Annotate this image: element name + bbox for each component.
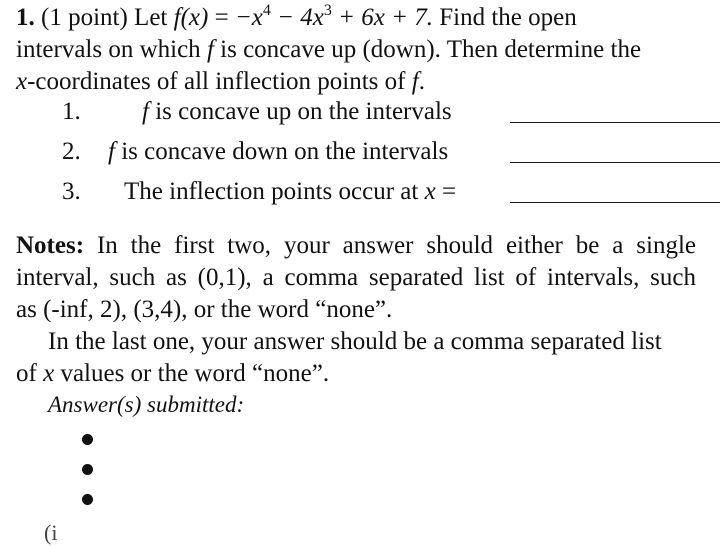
exponent-3: 3 xyxy=(323,2,332,19)
notes-text: values or the word “none”. xyxy=(60,360,330,387)
problem-line-1 xyxy=(16,2,696,34)
part-label xyxy=(142,98,452,126)
submitted-answer-bullet xyxy=(82,464,93,475)
problem-line-2-text-b: is concave up (down). Then determine the xyxy=(220,36,642,63)
notes-text: In the first two, your answer should either be a single xyxy=(96,232,696,259)
truncated-text: (i xyxy=(44,520,58,545)
part-number: 3. xyxy=(62,178,81,205)
function-lhs: f(x) xyxy=(173,4,209,31)
inflection-points-answer-blank[interactable] xyxy=(510,202,720,203)
part-row-2 xyxy=(0,138,720,172)
problem-line-2 xyxy=(16,34,696,66)
equals-sign: = xyxy=(441,178,457,205)
notes-line-3: as (-inf, 2), (3,4), or the word “none”. xyxy=(16,296,393,323)
period: . xyxy=(418,68,425,95)
answers-submitted-label: Answer(s) submitted: xyxy=(48,392,245,417)
notes-line-2: interval, such as (0,1), a comma separated list of intervals, such xyxy=(16,264,696,291)
notes-line-1 xyxy=(16,230,696,262)
function-term-2: − 4x xyxy=(277,4,324,31)
concave-up-answer-blank[interactable] xyxy=(510,122,720,123)
concave-down-answer-blank[interactable] xyxy=(510,162,720,163)
function-term-3: + 6x + 7. xyxy=(338,4,433,31)
function-term-1: −x xyxy=(234,4,263,31)
problem-points: (1 point) xyxy=(41,4,128,31)
notes-line-4: In the last one, your answer should be a comma separated list xyxy=(48,328,662,355)
problem-number: 1. xyxy=(16,4,35,31)
equals-sign: = xyxy=(214,4,229,31)
notes-text: of xyxy=(16,360,37,387)
part-text: is concave down on the intervals xyxy=(121,138,449,165)
problem-line-3 xyxy=(16,66,696,98)
part-row-3 xyxy=(0,178,720,212)
problem-line-3-text: -coordinates of all inflection points of xyxy=(27,68,406,95)
problem-line-2-text-a: intervals on which xyxy=(16,36,201,63)
problem-statement xyxy=(16,2,696,98)
part-label xyxy=(108,138,448,166)
part-number: 1. xyxy=(62,98,81,125)
x-symbol: x xyxy=(43,360,55,387)
part-row-1 xyxy=(0,98,720,132)
problem-task: Find the open xyxy=(439,4,577,31)
exponent-4: 4 xyxy=(262,2,271,19)
part-label xyxy=(124,178,456,206)
notes-label: Notes: xyxy=(16,232,85,259)
part-text: The inflection points occur at xyxy=(124,178,419,205)
problem-intro: Let xyxy=(134,4,168,31)
x-symbol: x xyxy=(424,178,436,205)
function-symbol: f xyxy=(206,36,214,63)
notes-section xyxy=(16,230,696,390)
part-number: 2. xyxy=(62,138,81,165)
submitted-answer-bullet xyxy=(82,494,93,505)
notes-line-5 xyxy=(16,358,696,390)
part-text: is concave up on the intervals xyxy=(155,98,452,125)
function-symbol: f xyxy=(108,138,115,165)
function-symbol: f xyxy=(411,68,419,95)
function-symbol: f xyxy=(142,98,149,125)
x-symbol: x xyxy=(16,68,28,95)
submitted-answer-bullet xyxy=(82,434,93,445)
